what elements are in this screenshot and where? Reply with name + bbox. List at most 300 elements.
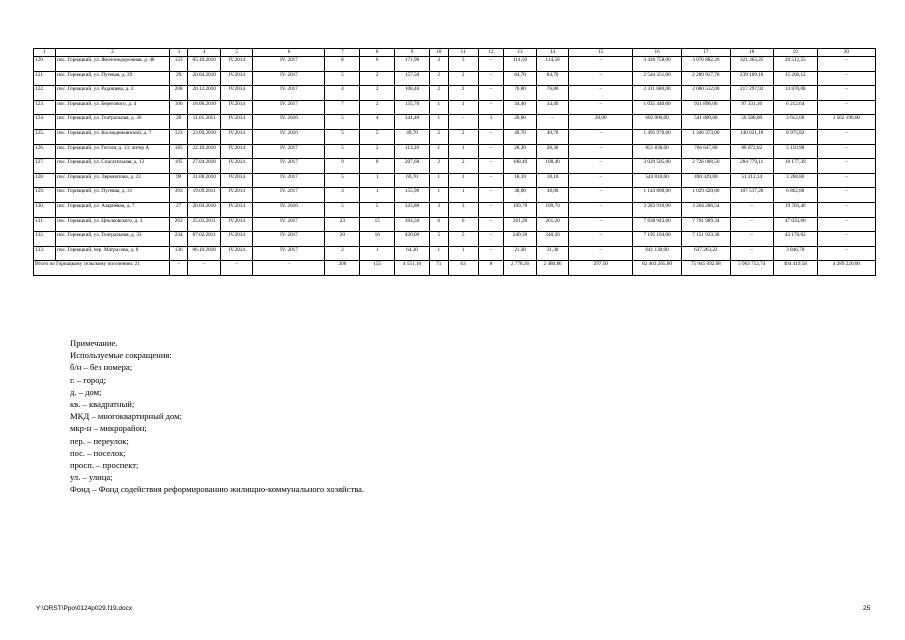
data-cell: IV.2014 <box>220 232 253 247</box>
column-number-cell: 17 <box>681 49 730 57</box>
row-number-cell: 124. <box>34 115 56 130</box>
data-cell: 108,40 <box>504 159 537 174</box>
table-row <box>34 232 876 247</box>
data-cell: – <box>817 217 875 232</box>
data-cell: 20.04.2010 <box>188 71 221 86</box>
total-cell: – <box>253 261 325 276</box>
table-row <box>34 144 876 159</box>
data-cell: IV.2014 <box>220 246 253 261</box>
data-cell: – <box>569 71 633 86</box>
data-cell: – <box>478 144 504 159</box>
data-cell: 3 846,78 <box>773 246 817 261</box>
abbr-item: МКД – многоквартирный дом; <box>70 411 182 422</box>
data-cell: IV.2014 <box>220 144 253 159</box>
data-cell: 343,80 <box>395 202 430 217</box>
data-cell: 7 <box>325 100 360 115</box>
data-cell: 1 <box>360 188 395 203</box>
data-cell: 8 <box>325 57 360 72</box>
data-cell: 7 838 943,00 <box>633 217 682 232</box>
data-cell: 261,20 <box>536 217 569 232</box>
data-cell: – <box>478 159 504 174</box>
data-cell: IV. 2017 <box>253 188 325 203</box>
data-cell: IV.2014 <box>220 159 253 174</box>
data-cell: 284 779,11 <box>730 159 773 174</box>
data-cell: 47 033,66 <box>773 217 817 232</box>
data-cell: IV.2014 <box>220 57 253 72</box>
data-cell: – <box>478 202 504 217</box>
abbr-item: мкр-н – микрорайон; <box>70 423 147 434</box>
address-cell: пос. Горнацкий, ул. Путевая, д. 29 <box>56 71 170 86</box>
data-cell: 15 266,12 <box>773 71 817 86</box>
data-cell: 49,70 <box>395 129 430 144</box>
data-cell: 21,30 <box>504 246 537 261</box>
column-number-cell: 11 <box>448 49 478 57</box>
address-cell: пос. Горнацкий, ул. Азарнёвая, д. 7 <box>56 202 170 217</box>
data-cell: IV.2014 <box>220 100 253 115</box>
total-cell: 8 <box>478 261 504 276</box>
data-cell: 108,40 <box>395 86 430 101</box>
data-cell: 18,10 <box>536 173 569 188</box>
column-number-cell: 2 <box>56 49 170 57</box>
data-cell: IV.2014 <box>220 86 253 101</box>
table-row <box>34 86 876 101</box>
column-number-cell: 7 <box>325 49 360 57</box>
data-cell: – <box>536 115 569 130</box>
data-cell: 34,40 <box>504 100 537 115</box>
data-cell: IV. 2017 <box>253 159 325 174</box>
data-cell: – <box>478 71 504 86</box>
data-cell: 5 <box>360 129 395 144</box>
data-cell: 207,60 <box>395 159 430 174</box>
row-number-cell: 122. <box>34 86 56 101</box>
data-cell: – <box>448 115 478 130</box>
address-cell: пос. Горнацкий, пер. Матросова, д. 8 <box>56 246 170 261</box>
housing-program-table <box>33 48 876 276</box>
data-cell: 217 297,92 <box>730 86 773 101</box>
data-cell: 2 544 351,00 <box>633 71 682 86</box>
total-cell: 4 289 220,00 <box>817 261 875 276</box>
abbr-item: д. – дом; <box>70 386 102 397</box>
data-cell: – <box>817 246 875 261</box>
data-cell: 1 <box>429 100 448 115</box>
column-number-cell: 13 <box>504 49 537 57</box>
address-cell: пос. Горнацкий, ул. Циолковского, д. 3 <box>56 217 170 232</box>
data-cell: 6 <box>360 57 395 72</box>
data-cell: IV. 2016 <box>253 115 325 130</box>
data-cell: 20 512,55 <box>773 57 817 72</box>
notes-section <box>70 337 364 496</box>
data-cell: – <box>478 217 504 232</box>
column-number-cell: 3 <box>169 49 188 57</box>
total-label: Итого по Горнацкому сельскому поселению: 21 <box>34 261 170 276</box>
data-cell: 5 <box>360 202 395 217</box>
data-cell: 20,00 <box>504 115 537 130</box>
data-cell: 25.01.2011 <box>188 217 221 232</box>
total-cell: 5 963 752,74 <box>730 261 773 276</box>
data-cell: 64,30 <box>395 246 430 261</box>
row-number-cell: 127. <box>34 159 56 174</box>
abbr-item: кв. – квадратный; <box>70 399 135 410</box>
data-cell: 2 311 680,00 <box>633 86 682 101</box>
data-cell: IV. 2017 <box>253 217 325 232</box>
column-number-cell: 9 <box>395 49 430 57</box>
data-cell: 2 080 512,00 <box>681 86 730 101</box>
table-row <box>34 57 876 72</box>
data-cell: – <box>730 217 773 232</box>
data-cell: – <box>478 129 504 144</box>
total-cell: 75 945 092,68 <box>681 261 730 276</box>
data-cell: 208 <box>169 86 188 101</box>
data-cell: 2 <box>448 71 478 86</box>
data-cell: 3 076 882,20 <box>681 57 730 72</box>
data-cell: 76,80 <box>504 86 537 101</box>
row-number-cell: 120. <box>34 57 56 72</box>
data-cell: 84,70 <box>536 71 569 86</box>
row-number-cell: 132. <box>34 232 56 247</box>
row-number-cell: 131. <box>34 217 56 232</box>
data-cell: – <box>478 188 504 203</box>
data-cell: 1 495 970,00 <box>633 129 682 144</box>
data-cell: 1 <box>478 115 504 130</box>
data-cell: 114,50 <box>504 57 537 72</box>
data-cell: IV. 2017 <box>253 173 325 188</box>
data-cell: IV. 2017 <box>253 232 325 247</box>
data-cell: IV.2014 <box>220 129 253 144</box>
data-cell: – <box>569 173 633 188</box>
data-cell: 5 110,98 <box>773 144 817 159</box>
data-cell: IV. 2017 <box>253 246 325 261</box>
total-cell: 63 <box>448 261 478 276</box>
data-cell: – <box>730 202 773 217</box>
address-cell: пос. Горнацкий, ул. Космодемьянской, д. 7 <box>56 129 170 144</box>
data-cell: 107 517,20 <box>730 188 773 203</box>
address-cell: пос. Горнацкий, ул. Берегового, д. 4 <box>56 100 170 115</box>
data-cell: 393 <box>169 188 188 203</box>
data-cell: 8 <box>360 159 395 174</box>
column-number-cell: 18 <box>730 49 773 57</box>
column-number-cell: 19 <box>773 49 817 57</box>
data-cell: 136 <box>169 246 188 261</box>
total-cell: 206 <box>325 261 360 276</box>
data-cell: 5 <box>325 202 360 217</box>
data-cell: 13 870,08 <box>773 86 817 101</box>
data-cell: – <box>817 144 875 159</box>
data-cell: 7 151 933,38 <box>681 232 730 247</box>
data-cell: 261,20 <box>504 217 537 232</box>
data-cell: 38,00 <box>536 188 569 203</box>
data-cell: – <box>817 202 875 217</box>
row-number-cell: 129. <box>34 188 56 203</box>
column-number-row <box>34 49 876 57</box>
column-number-cell: 15 <box>569 49 633 57</box>
data-cell: 1 143 800,00 <box>633 188 682 203</box>
column-number-cell: 8 <box>360 49 395 57</box>
data-cell: 1 <box>448 144 478 159</box>
data-cell: 9 <box>325 159 360 174</box>
data-cell: 185 <box>169 144 188 159</box>
data-cell: 1 <box>429 115 448 130</box>
document-file-path: Y:\ORST\Ppo\0124p029.f19.docx <box>36 605 133 612</box>
table-row <box>34 246 876 261</box>
data-cell: 5 <box>325 173 360 188</box>
total-cell: – <box>169 261 188 276</box>
data-cell: 2 <box>429 71 448 86</box>
data-cell: 123 <box>169 129 188 144</box>
data-cell: – <box>569 202 633 217</box>
data-cell: 1 <box>429 188 448 203</box>
data-cell: – <box>817 100 875 115</box>
data-cell: 20.12.2010 <box>188 86 221 101</box>
total-cell: 71 <box>429 261 448 276</box>
data-cell: 07.02.2011 <box>188 232 221 247</box>
data-cell: 29 <box>169 71 188 86</box>
data-cell: 1 <box>448 246 478 261</box>
abbr-item: пос. – поселок; <box>70 447 126 458</box>
row-number-cell: 130. <box>34 202 56 217</box>
data-cell: 20,00 <box>569 115 633 130</box>
data-cell: – <box>817 129 875 144</box>
data-cell: 541 800,00 <box>681 115 730 130</box>
data-cell: 2 726 008,50 <box>681 159 730 174</box>
data-cell: 2 <box>360 86 395 101</box>
data-cell: 80 072,02 <box>730 144 773 159</box>
data-cell: 49,70 <box>536 129 569 144</box>
address-cell: пос. Горнацкий, ул. Железнодорожная, д. 48 <box>56 57 170 72</box>
data-cell: 18,10 <box>504 173 537 188</box>
data-cell: 109,70 <box>536 202 569 217</box>
address-cell: пос. Горнацкий, ул. Спасательная, д. 12 <box>56 159 170 174</box>
data-cell: 234 <box>169 232 188 247</box>
table-row <box>34 159 876 174</box>
data-cell: 22.10.2010 <box>188 144 221 159</box>
row-number-cell: 125. <box>34 129 56 144</box>
data-cell: 2 <box>360 71 395 86</box>
data-cell: 18.06.2010 <box>188 100 221 115</box>
data-cell: 135,70 <box>395 100 430 115</box>
total-cell: 297,50 <box>569 261 633 276</box>
data-cell: 2 <box>448 129 478 144</box>
data-cell: – <box>569 129 633 144</box>
row-number-cell: 128. <box>34 173 56 188</box>
notes-title: Примечание. <box>70 338 118 348</box>
data-cell: 1 562 190,00 <box>817 115 875 130</box>
data-cell: – <box>817 57 875 72</box>
data-cell: 28,30 <box>504 144 537 159</box>
data-cell: – <box>569 246 633 261</box>
data-cell: 2 <box>429 159 448 174</box>
data-cell: 5 <box>325 129 360 144</box>
program-table-container <box>33 48 876 276</box>
data-cell: 3 264 206,54 <box>681 202 730 217</box>
data-cell: 5 <box>325 71 360 86</box>
data-cell: 157,50 <box>395 71 430 86</box>
data-cell: 1 <box>429 173 448 188</box>
data-cell: 21,30 <box>536 246 569 261</box>
data-cell: 133 <box>169 57 188 72</box>
data-cell: 8 975,82 <box>773 129 817 144</box>
data-cell: 7 791 909,34 <box>681 217 730 232</box>
data-cell: 240,30 <box>536 232 569 247</box>
data-cell: – <box>478 100 504 115</box>
total-cell: 2 480,86 <box>536 261 569 276</box>
data-cell: 155,90 <box>395 188 430 203</box>
data-cell: 05.10.2010 <box>188 57 221 72</box>
data-cell: IV.2014 <box>220 202 253 217</box>
data-cell: 108,40 <box>536 159 569 174</box>
total-cell: 494 419,58 <box>773 261 817 276</box>
data-cell: IV. 2016 <box>253 129 325 144</box>
data-cell: 602 000,00 <box>633 115 682 130</box>
data-cell: 2 <box>429 129 448 144</box>
data-cell: 5 <box>325 115 360 130</box>
data-cell: – <box>817 159 875 174</box>
table-row <box>34 173 876 188</box>
address-cell: пос. Горнацкий, ул. Радищева, д. 3 <box>56 86 170 101</box>
data-cell: 69,70 <box>395 173 430 188</box>
data-cell: 113,20 <box>395 144 430 159</box>
data-cell: IV. 2016 <box>253 202 325 217</box>
data-cell: 4 <box>360 115 395 130</box>
data-cell: 2 <box>325 246 360 261</box>
table-row <box>34 217 876 232</box>
abbr-item: Фонд – Фонд содействия реформированию жилищно-коммунального хозяйства. <box>70 484 365 495</box>
table-row <box>34 188 876 203</box>
data-cell: 23.09.2010 <box>188 129 221 144</box>
data-cell: 171,90 <box>395 57 430 72</box>
address-cell: пос. Горнацкий, ул. Лермонтова, д. 23 <box>56 173 170 188</box>
data-cell: – <box>478 246 504 261</box>
data-cell: 114,50 <box>536 57 569 72</box>
data-cell: 851 830,00 <box>633 144 682 159</box>
page-number: 25 <box>863 605 871 612</box>
data-cell: – <box>569 188 633 203</box>
data-cell: IV.2014 <box>220 217 253 232</box>
data-cell: – <box>817 86 875 101</box>
data-cell: IV. 2017 <box>253 144 325 159</box>
total-cell: – <box>188 261 221 276</box>
data-cell: – <box>569 217 633 232</box>
data-cell: 56 588,00 <box>730 115 773 130</box>
table-body <box>34 57 876 276</box>
data-cell: 27 <box>169 202 188 217</box>
data-cell: 1 029 420,00 <box>681 188 730 203</box>
data-cell: 20 <box>325 232 360 247</box>
data-cell: 20.04.2010 <box>188 202 221 217</box>
data-cell: 2 <box>448 159 478 174</box>
data-cell: 420,00 <box>395 232 430 247</box>
data-cell: 109,70 <box>504 202 537 217</box>
data-cell: 3 612,00 <box>773 115 817 130</box>
table-row <box>34 71 876 86</box>
table-header <box>34 49 876 57</box>
data-cell: 97 331,36 <box>730 100 773 115</box>
data-cell: IV.2014 <box>220 188 253 203</box>
total-cell: 155 <box>360 261 395 276</box>
total-cell: – <box>220 261 253 276</box>
data-cell: 23 <box>325 217 360 232</box>
data-cell: 5 <box>448 232 478 247</box>
data-cell: 4 <box>325 86 360 101</box>
data-cell: – <box>569 232 633 247</box>
data-cell: 239 169,18 <box>730 71 773 86</box>
data-cell: – <box>817 232 875 247</box>
address-cell: пос. Горнацкий, ул. Театральная, д. 33 <box>56 232 170 247</box>
data-cell: 2 289 917,70 <box>681 71 730 86</box>
data-cell: 544 810,00 <box>633 173 682 188</box>
total-cell: 82 403 265,00 <box>633 261 682 276</box>
data-cell: 19.09.2011 <box>188 188 221 203</box>
data-cell: IV. 2017 <box>253 100 325 115</box>
data-cell: 51 212,14 <box>730 173 773 188</box>
data-cell: 6 <box>448 217 478 232</box>
data-cell: – <box>817 71 875 86</box>
data-cell: 6 862,80 <box>773 188 817 203</box>
column-number-cell: 10 <box>429 49 448 57</box>
data-cell: 28,30 <box>536 144 569 159</box>
column-number-cell: 12 <box>478 49 504 57</box>
data-cell: IV.2014 <box>220 71 253 86</box>
data-cell: 766 647,00 <box>681 144 730 159</box>
data-cell: 3 418 758,00 <box>633 57 682 72</box>
address-cell: пос. Горнацкий, ул. Путевая, д. 31 <box>56 188 170 203</box>
data-cell: 34,40 <box>536 100 569 115</box>
data-cell: 6 212,64 <box>773 100 817 115</box>
data-cell: – <box>478 232 504 247</box>
data-cell: 7 195 104,00 <box>633 232 682 247</box>
data-cell: 1 <box>429 144 448 159</box>
column-number-cell: 6 <box>253 49 325 57</box>
data-cell: 341,40 <box>395 115 430 130</box>
column-number-cell: 1 <box>34 49 56 57</box>
total-cell: 4 551,16 <box>395 261 430 276</box>
data-cell: – <box>569 159 633 174</box>
data-cell: 3 029 505,00 <box>633 159 682 174</box>
data-cell: – <box>817 173 875 188</box>
data-cell: 637 263,22 <box>681 246 730 261</box>
data-cell: 1 346 373,00 <box>681 129 730 144</box>
data-cell: 1 <box>448 173 478 188</box>
data-cell: 931 896,00 <box>681 100 730 115</box>
data-cell: 106 <box>169 100 188 115</box>
data-cell: 3 <box>325 188 360 203</box>
data-cell: 16 <box>360 232 395 247</box>
address-cell: пос. Горнацкий, ул. Театральная, д. 36 <box>56 115 170 130</box>
data-cell: – <box>478 57 504 72</box>
data-cell: 3 283 910,00 <box>633 202 682 217</box>
row-number-cell: 126. <box>34 144 56 159</box>
data-cell: IV. 2017 <box>253 57 325 72</box>
data-cell: 394,50 <box>395 217 430 232</box>
abbr-item: б/н – без номера; <box>70 362 133 373</box>
data-cell: 2 <box>360 100 395 115</box>
data-cell: 1 035 440,00 <box>633 100 682 115</box>
notes-subtitle: Используемые сокращения: <box>70 350 172 361</box>
data-cell: 1 <box>360 246 395 261</box>
data-cell: 2 <box>448 86 478 101</box>
data-cell: 31.08.2010 <box>188 173 221 188</box>
data-cell: IV. 2017 <box>253 71 325 86</box>
data-cell: 3 <box>448 57 478 72</box>
data-cell: – <box>569 86 633 101</box>
data-cell: 20 <box>169 115 188 130</box>
data-cell: 140 621,18 <box>730 129 773 144</box>
data-cell: 321 363,25 <box>730 57 773 72</box>
data-cell: 19 703,46 <box>773 202 817 217</box>
data-cell: 15 <box>360 217 395 232</box>
data-cell: 3 268,86 <box>773 173 817 188</box>
column-number-cell: 14 <box>536 49 569 57</box>
data-cell: – <box>569 57 633 72</box>
